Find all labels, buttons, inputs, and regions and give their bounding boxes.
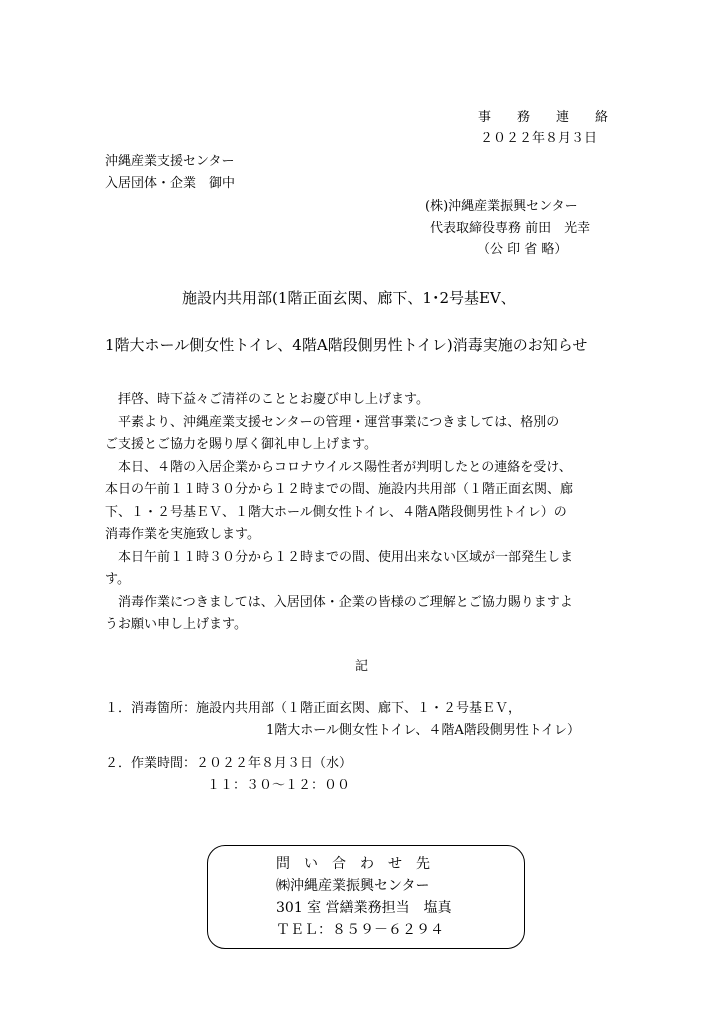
document-date: ２０２２年８月３日 — [480, 131, 598, 146]
notice-title-line-1: 施設内共用部(1階正面玄関、廊下、1･2号基EV、 — [182, 289, 516, 307]
item-disinfection-location-cont: 1階大ホール側女性トイレ、４階A階段側男性トイレ） — [266, 723, 581, 738]
item-disinfection-location: １．消毒箇所：施設内共用部（１階正面玄関、廊下、１・２号基ＥＶ， — [105, 701, 522, 716]
sender-representative: 代表取締役専務 前田 光幸 — [430, 221, 591, 236]
body-line: す。 — [105, 572, 130, 587]
body-line: ご支援とご協力を賜り厚く御礼申し上げます。 — [105, 437, 377, 452]
body-line: 平素より、沖縄産業支援センターの管理・運営事業につきましては、格別の — [105, 415, 560, 430]
document-type: 事 務 連 絡 — [478, 110, 609, 125]
body-line: 本日、４階の入居企業からコロナウイルス陽性者が判明したとの連絡を受け、 — [105, 460, 572, 475]
sender-company: (株)沖縄産業振興センター — [425, 199, 578, 214]
item-work-time: ２．作業時間：２０２２年８月３日（水） — [105, 756, 353, 771]
body-line: 消毒作業を実施致します。 — [105, 527, 260, 542]
contact-company: ㈱沖縄産業振興センター — [276, 878, 430, 894]
body-line: 消毒作業につきましては、入居団体・企業の皆様のご理解とご協力賜りますよ — [105, 595, 573, 610]
item-work-time-cont: １１：３０～１２：００ — [207, 778, 351, 793]
body-line: 下、１・２号基ＥＶ、１階大ホール側女性トイレ、４階A階段側男性トイレ）の — [105, 505, 567, 520]
contact-tel: ＴＥＬ：８５９－６２９４ — [276, 922, 444, 938]
contact-heading: 問 い 合 わ せ 先 — [276, 856, 430, 872]
body-line: 本日午前１１時３０分から１２時までの間、使用出来ない区域が一部発生しま — [105, 550, 574, 565]
recipient-line-1: 沖縄産業支援センター — [105, 154, 235, 169]
body-line: 本日の午前１１時３０分から１２時までの間、施設内共用部（１階正面玄関、廊 — [105, 482, 574, 497]
body-line: うお願い申し上げます。 — [105, 617, 247, 632]
body-line: 拝啓、時下益々ご清祥のこととお慶び申し上げます。 — [105, 392, 429, 407]
seal-omitted-note: （公 印 省 略） — [477, 242, 568, 257]
notice-title-line-2: 1階大ホール側女性トイレ、4階A階段側男性トイレ)消毒実施のお知らせ — [105, 336, 588, 354]
ki-marker: 記 — [355, 659, 369, 674]
recipient-line-2: 入居団体・企業 御中 — [105, 176, 236, 191]
contact-person: 301 室 営繕業務担当 塩真 — [276, 900, 452, 916]
